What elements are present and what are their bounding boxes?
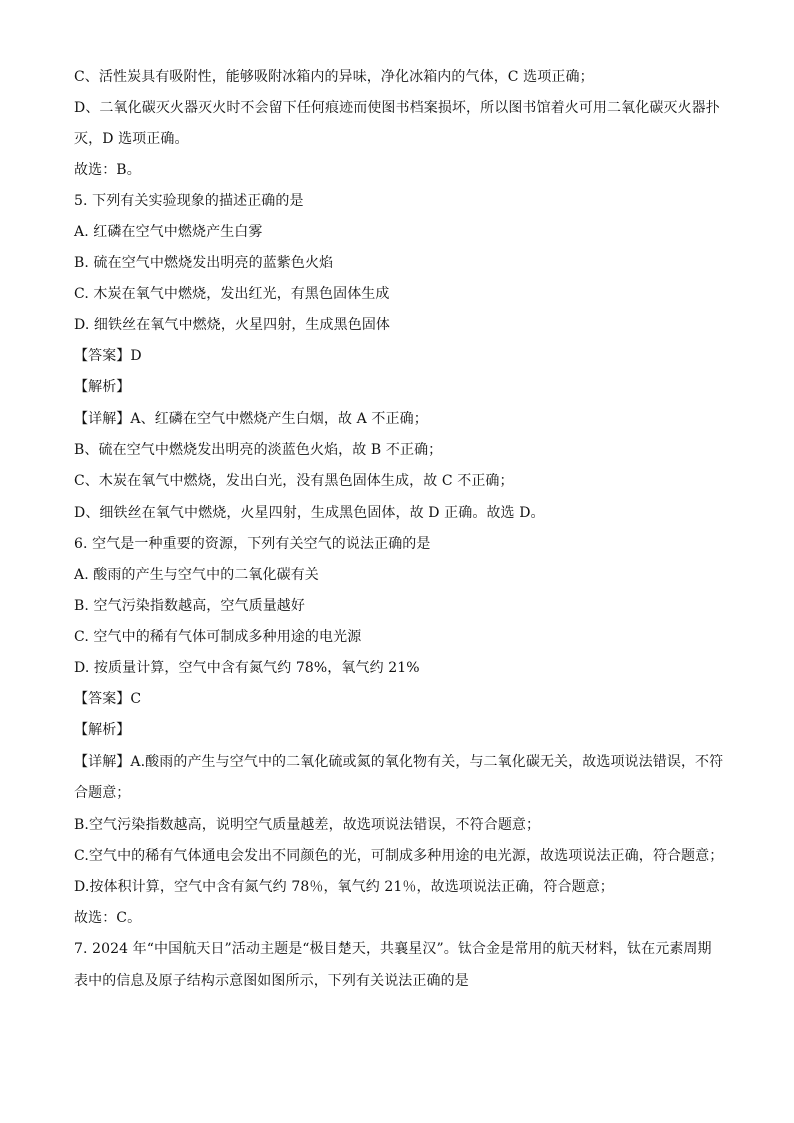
text-line: B.空气污染指数越高，说明空气质量越差，故选项说法错误，不符合题意；: [74, 817, 541, 833]
text-line: C、木炭在氧气中燃烧，发出白光，没有黑色固体生成，故 C 不正确；: [74, 473, 514, 489]
option-c: C. 木炭在氧气中燃烧，发出红光，有黑色固体生成: [74, 286, 390, 302]
text-line: C、活性炭具有吸附性，能够吸附冰箱内的异味，净化冰箱内的气体，C 选项正确；: [74, 69, 594, 85]
option-d: D. 细铁丝在氧气中燃烧，火星四射，生成黑色固体: [74, 317, 391, 333]
text-line: 故选：C。: [74, 910, 142, 926]
text-line: 【详解】A.酸雨的产生与空气中的二氧化硫或氮的氧化物有关，与二氧化碳无关，故选项说法错误，不符: [74, 754, 724, 770]
text-line: 【详解】A、红磷在空气中燃烧产生白烟，故 A 不正确；: [74, 411, 428, 427]
text-line: 故选：B。: [74, 162, 141, 178]
option-a: A. 酸雨的产生与空气中的二氧化碳有关: [74, 567, 319, 583]
text-line: D.按体积计算，空气中含有氮气约 78％，氧气约 21％，故选项说法正确，符合题意；: [74, 879, 614, 895]
answer-label: 【答案】D: [74, 348, 142, 364]
text-line: D、二氧化碳灭火器灭火时不会留下任何痕迹而使图书档案损坏，所以图书馆着火可用二氧化碳灭火器扑: [74, 100, 720, 116]
text-line: B、硫在空气中燃烧发出明亮的淡蓝色火焰，故 B 不正确；: [74, 442, 443, 458]
text-line: C.空气中的稀有气体通电会发出不同颜色的光，可制成多种用途的电光源，故选项说法正确，符合题意；: [74, 848, 724, 864]
question-stem: 5. 下列有关实验现象的描述正确的是: [74, 193, 304, 209]
text-line: 表中的信息及原子结构示意图如图所示，下列有关说法正确的是: [74, 973, 469, 989]
option-d: D. 按质量计算，空气中含有氮气约 78%，氧气约 21%: [74, 660, 420, 676]
question-stem: 7. 2024 年“中国航天日”活动主题是“极目楚天，共襄星汉”。钛合金是常用的航天材料，钛在元素周期: [74, 941, 712, 957]
option-b: B. 空气污染指数越高，空气质量越好: [74, 598, 305, 614]
text-line: 合题意；: [74, 785, 131, 801]
answer-label: 【答案】C: [74, 691, 142, 707]
analysis-label: 【解析】: [74, 379, 131, 395]
analysis-label: 【解析】: [74, 722, 131, 738]
question-stem: 6. 空气是一种重要的资源，下列有关空气的说法正确的是: [74, 536, 431, 552]
text-line: 灭，D 选项正确。: [74, 131, 189, 147]
option-b: B. 硫在空气中燃烧发出明亮的蓝紫色火焰: [74, 255, 334, 271]
option-a: A. 红磷在空气中燃烧产生白雾: [74, 224, 263, 240]
text-line: D、细铁丝在氧气中燃烧，火星四射，生成黑色固体，故 D 正确。故选 D。: [74, 505, 545, 521]
option-c: C. 空气中的稀有气体可制成多种用途的电光源: [74, 629, 362, 645]
